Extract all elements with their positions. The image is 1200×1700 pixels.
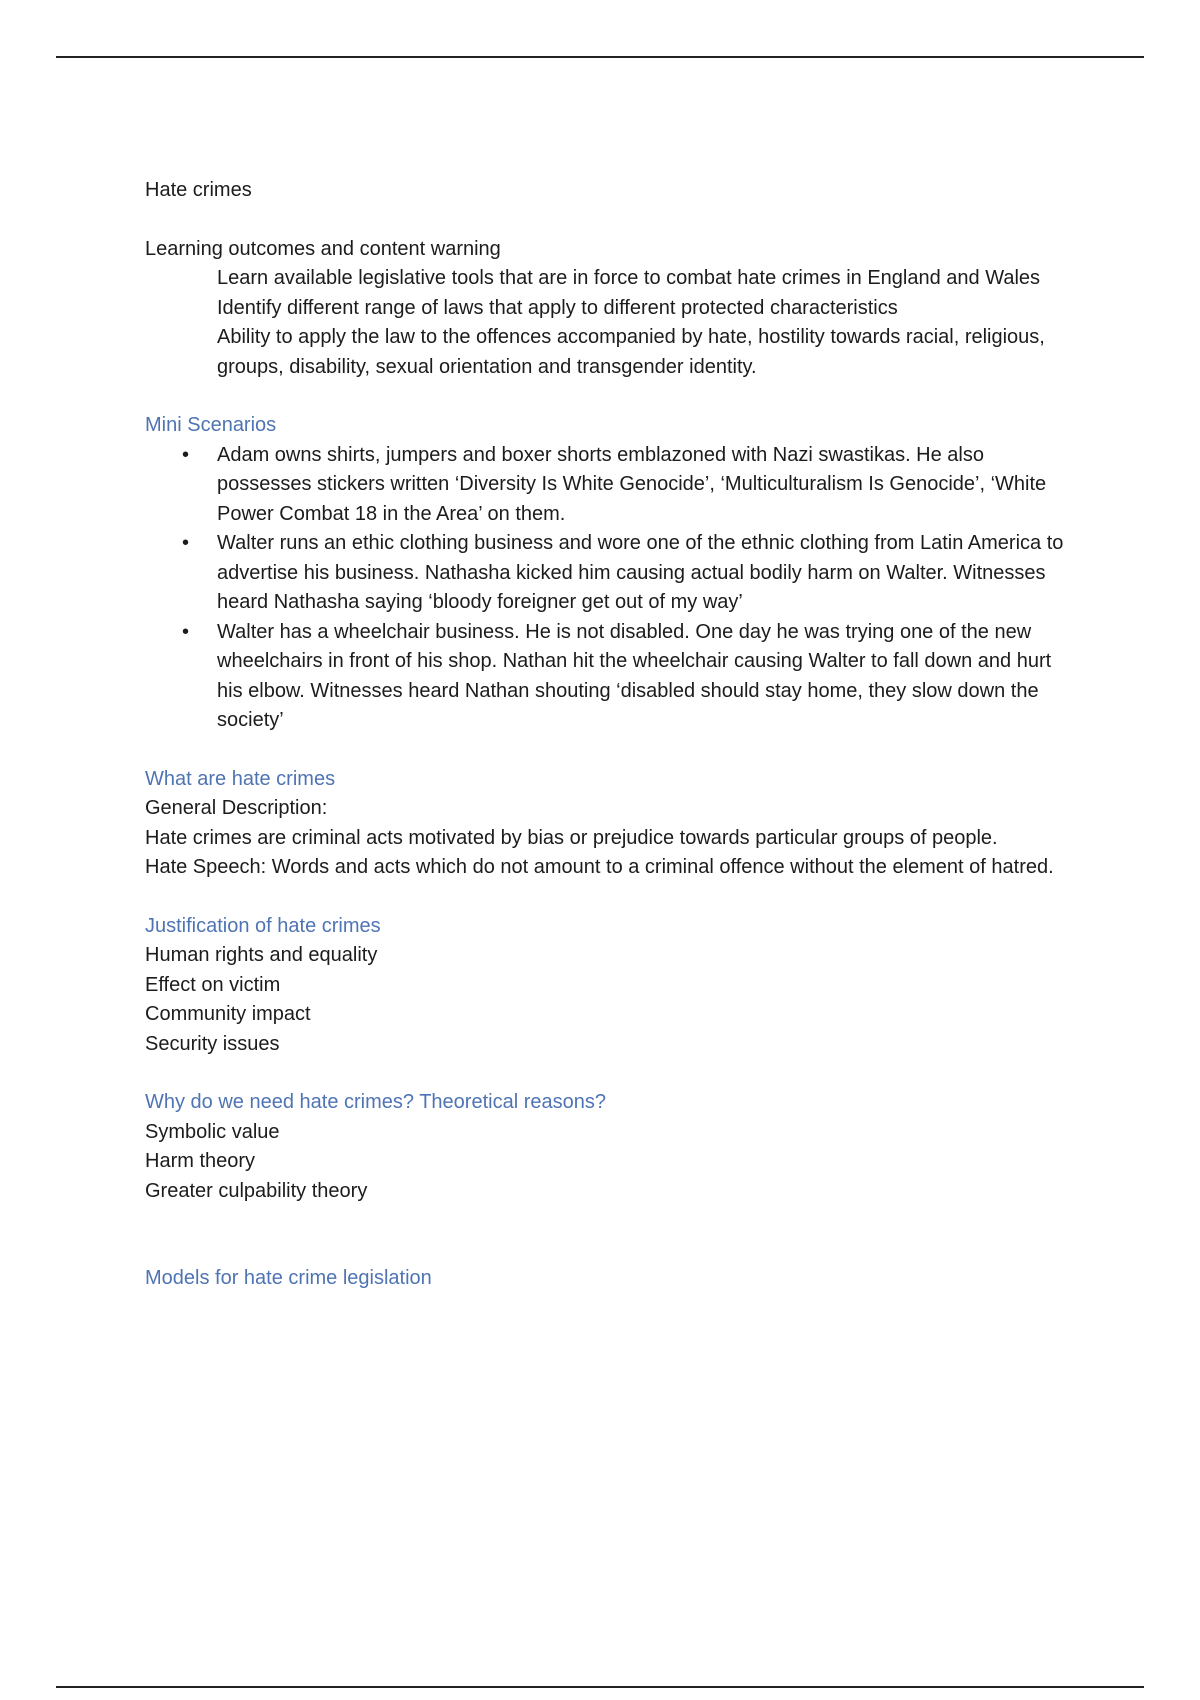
list-item: Greater culpability theory: [145, 1179, 368, 1202]
list-item: Effect on victim: [145, 973, 281, 996]
list-item: Security issues: [145, 1032, 280, 1055]
scenario-text: Adam owns shirts, jumpers and boxer shorts emblazoned with Nazi swastikas. He also possesses stickers written ‘Diversity Is White Genocide’, ‘Multiculturalism Is Genocide’, ‘White Power Combat 18 in the Area’ on them.: [217, 443, 1047, 525]
bullet-icon: •: [182, 620, 190, 643]
scenario-text: Walter has a wheelchair business. He is not disabled. One day he was trying one of the new wheelchairs in front of his shop. Nathan hit the wheelchair causing Walter to fall down and hurt his elbow. Witnesses heard Nathan shouting ‘disabled should stay home, they slow down the society’: [217, 620, 1052, 731]
list-item: Human rights and equality: [145, 944, 378, 966]
bottom-rule: [56, 1686, 1144, 1688]
list-item: [182, 441, 1065, 530]
mini-scenarios-list: [145, 441, 1065, 736]
list-item: [182, 618, 1065, 736]
learning-outcomes-list: [145, 264, 1065, 382]
models-heading: Models for hate crime legislation: [145, 1267, 432, 1289]
list-item: [182, 529, 1065, 618]
scenario-text: Walter runs an ethic clothing business and wore one of the ethnic clothing from Latin America to advertise his business. Nathasha kicked him causing actual bodily harm on Walter. Witnesses heard Nathasha saying ‘bloody foreigner get out of my way’: [217, 532, 1064, 613]
list-item: Community impact: [145, 1003, 311, 1025]
theoretical-reasons-list: [145, 1118, 1065, 1207]
general-description-label: General Description:: [145, 797, 328, 819]
page-title: Hate crimes: [145, 179, 252, 201]
list-item: Symbolic value: [145, 1120, 280, 1143]
bullet-icon: •: [182, 532, 190, 554]
theoretical-reasons-heading: Why do we need hate crimes? Theoretical reasons?: [145, 1091, 606, 1113]
mini-scenarios-heading: Mini Scenarios: [145, 414, 277, 436]
what-are-hate-crimes-heading: What are hate crimes: [145, 767, 336, 790]
list-item: Harm theory: [145, 1150, 256, 1172]
bullet-icon: •: [182, 443, 190, 466]
justification-list: [145, 941, 1065, 1059]
hate-crime-definition: Hate crimes are criminal acts motivated by bias or prejudice towards particular groups of people.: [145, 826, 998, 849]
hate-speech-definition: Hate Speech: Words and acts which do not amount to a criminal offence without the element of hatred.: [145, 856, 1054, 878]
learning-outcomes-heading: Learning outcomes and content warning: [145, 237, 501, 260]
list-item: Learn available legislative tools that are in force to combat hate crimes in England and Wales: [217, 267, 1041, 289]
document-body: [145, 176, 1065, 1294]
list-item: Ability to apply the law to the offences accompanied by hate, hostility towards racial, religious, groups, disability, sexual orientation and transgender identity.: [217, 326, 1045, 378]
list-item: Identify different range of laws that apply to different protected characteristics: [217, 296, 898, 319]
justification-heading: Justification of hate crimes: [145, 914, 381, 937]
top-rule: [56, 56, 1144, 58]
